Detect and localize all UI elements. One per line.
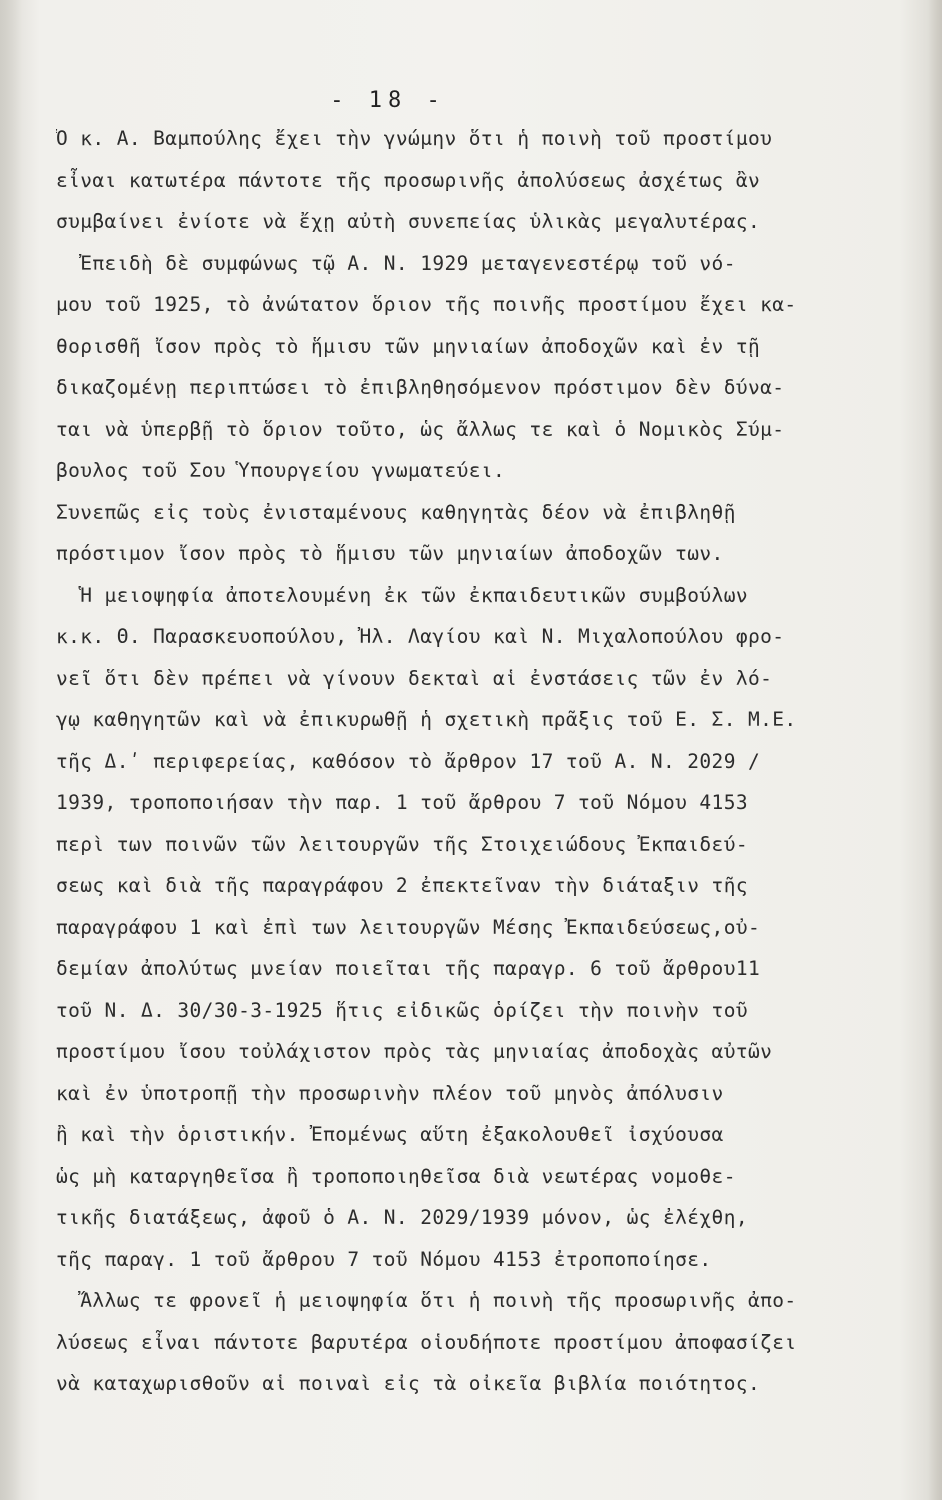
- text-line: ὡς μὴ καταργηθεῖσα ἢ τροποποιηθεῖσα διὰ νεωτέρας νομοθε-: [56, 1164, 736, 1188]
- text-line: καὶ ἐν ὑποτροπῇ τὴν προσωρινὴν πλέον τοῦ μηνὸς ἀπόλυσιν: [56, 1081, 724, 1105]
- text-line: τῆς Δ.ʹ περιφερείας, καθόσον τὸ ἄρθρον 17 τοῦ Α. Ν. 2029 /: [56, 749, 761, 773]
- text-line: Ἄλλως τε φρονεῖ ἡ μειοψηφία ὅτι ἡ ποινὴ τῆς προσωρινῆς ἀπο-: [56, 1289, 797, 1312]
- text-line: Ἐπειδὴ δὲ συμφώνως τῷ Α. Ν. 1929 μεταγενεστέρῳ τοῦ νό-: [56, 251, 736, 275]
- page-edge-shadow: [928, 0, 942, 1500]
- text-line: πρόστιμον ἴσον πρὸς τὸ ἥμισυ τῶν μηνιαίων ἀποδοχῶν των.: [56, 542, 724, 565]
- text-line: σεως καὶ διὰ τῆς παραγράφου 2 ἐπεκτεῖναν τὴν διάταξιν τῆς: [56, 874, 748, 897]
- text-line: Συνεπῶς εἰς τοὺς ἐνισταμένους καθηγητὰς δέον νὰ ἐπιβληθῇ: [56, 500, 736, 524]
- text-line: ἢ καὶ τὴν ὁριστικήν. Ἐπομένως αὕτη ἐξακολουθεῖ ἰσχύουσα: [56, 1123, 724, 1146]
- text-line: θορισθῆ ἴσον πρὸς τὸ ἥμισυ τῶν μηνιαίων ἀποδοχῶν καὶ ἐν τῇ: [56, 334, 761, 358]
- text-line: βουλος τοῦ Σου Ὑπουργείου γνωματεύει.: [56, 459, 506, 482]
- typewritten-text: [56, 118, 906, 1405]
- text-line: γῳ καθηγητῶν καὶ νὰ ἐπικυρωθῇ ἡ σχετικὴ πρᾶξις τοῦ Ε. Σ. Μ.Ε.: [56, 708, 797, 731]
- text-line: τῆς παραγ. 1 τοῦ ἄρθρου 7 τοῦ Νόμου 4153 ἐτροποποίησε.: [56, 1247, 712, 1271]
- text-line: κ.κ. Θ. Παρασκευοπούλου, Ἠλ. Λαγίου καὶ Ν. Μιχαλοπούλου φρο-: [56, 625, 785, 648]
- text-line: Ὁ κ. Α. Βαμπούλης ἔχει τὴν γνώμην ὅτι ἡ ποινὴ τοῦ προστίμου: [56, 127, 773, 150]
- text-line: μου τοῦ 1925, τὸ ἀνώτατον ὅριον τῆς ποινῆς προστίμου ἔχει κα-: [56, 293, 797, 316]
- text-line: περὶ των ποινῶν τῶν λειτουργῶν τῆς Στοιχειώδους Ἐκπαιδεύ-: [56, 832, 748, 856]
- text-line: συμβαίνει ἐνίοτε νὰ ἔχῃ αὐτὴ συνεπείας ὑλικὰς μεγαλυτέρας.: [56, 210, 761, 233]
- text-line: δικαζομένῃ περιπτώσει τὸ ἐπιβληθησόμενον πρόστιμον δὲν δύνα-: [56, 376, 785, 399]
- text-line: προστίμου ἴσου τοὐλάχιστον πρὸς τὰς μηνιαίας ἀποδοχὰς αὐτῶν: [56, 1040, 773, 1063]
- text-line: παραγράφου 1 καὶ ἐπὶ των λειτουργῶν Μέσης Ἐκπαιδεύσεως,οὐ-: [56, 915, 761, 939]
- text-line: Ἡ μειοψηφία ἀποτελουμένη ἐκ τῶν ἐκπαιδευτικῶν συμβούλων: [56, 583, 748, 607]
- text-line: λύσεως εἶναι πάντοτε βαρυτέρα οἱουδήποτε προστίμου ἀποφασίζει: [56, 1330, 797, 1354]
- page-binding-shadow: [0, 0, 22, 1500]
- text-line: 1939, τροποποιήσαν τὴν παρ. 1 τοῦ ἄρθρου 7 τοῦ Νόμου 4153: [56, 791, 748, 814]
- text-line: νεῖ ὅτι δὲν πρέπει νὰ γίνουν δεκταὶ αἱ ἐνστάσεις τῶν ἐν λό-: [56, 666, 773, 690]
- text-line: νὰ καταχωρισθοῦν αἱ ποιναὶ εἰς τὰ οἰκεῖα βιβλία ποιότητος.: [56, 1372, 761, 1395]
- text-line: τικῆς διατάξεως, ἀφοῦ ὁ Α. Ν. 2029/1939 μόνον, ὡς ἐλέχθη,: [56, 1206, 748, 1229]
- text-line: ται νὰ ὑπερβῇ τὸ ὅριον τοῦτο, ὡς ἄλλως τε καὶ ὁ Νομικὸς Σύμ-: [56, 417, 785, 441]
- text-line: εἶναι κατωτέρα πάντοτε τῆς προσωρινῆς ἀπολύσεως ἀσχέτως ἂν: [56, 168, 761, 192]
- text-line: τοῦ Ν. Δ. 30/30-3-1925 ἥτις εἰδικῶς ὁρίζει τὴν ποινὴν τοῦ: [56, 998, 748, 1022]
- page-number: - 18 -: [330, 88, 446, 113]
- text-line: δεμίαν ἀπολύτως μνείαν ποιεῖται τῆς παραγρ. 6 τοῦ ἄρθρου11: [56, 957, 761, 980]
